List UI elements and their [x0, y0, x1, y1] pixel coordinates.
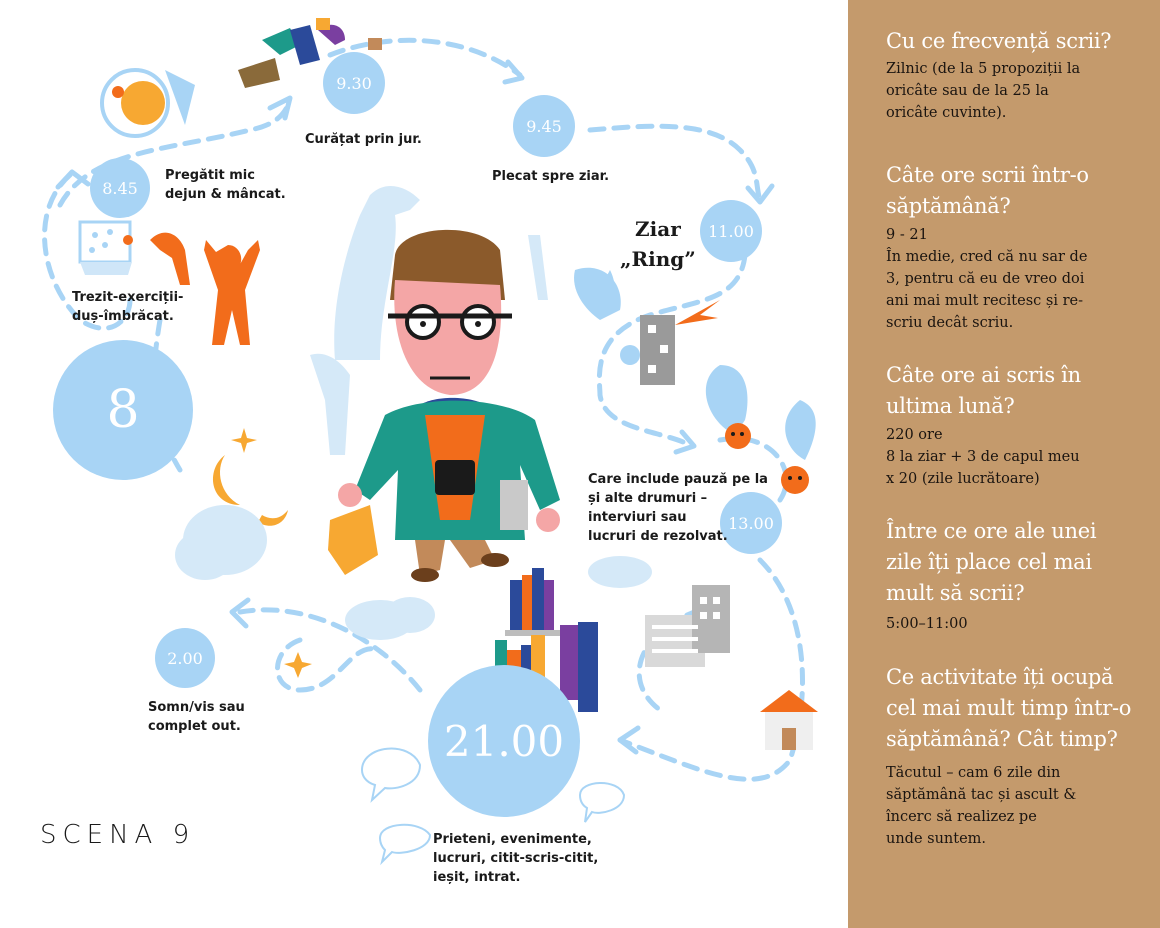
time-circle-8: 8 [53, 340, 193, 480]
time-circle-9-30: 9.30 [323, 52, 385, 114]
question-main-activity: Ce activitate îți ocupă cel mai mult timp într-o săptămână? Cât timp? [886, 665, 1132, 751]
label-evening: Prieteni, evenimente, lucruri, citit-scris-citit, ieșit, intrat. [433, 832, 599, 885]
time-circle-8-45: 8.45 [90, 158, 150, 218]
time-circle-21-00: 21.00 [428, 665, 580, 817]
answer-frequency: Zilnic (de la 5 propoziții la oricâte sau de la 25 la oricâte cuvinte). [886, 61, 1081, 121]
shower-illustration [80, 222, 133, 275]
question-weekly-hours: Câte ore scrii într-o săptămână? [886, 163, 1089, 218]
label-left-for-paper: Plecat spre ziar. [492, 169, 610, 184]
qa-panel [848, 0, 1160, 928]
label-breakfast: Pregătit mic dejun & mâncat. [165, 168, 286, 202]
answer-monthly-hours: 220 ore 8 la ziar + 3 de capul meu x 20 (zile lucrătoare) [886, 427, 1080, 487]
label-workday: Care include pauză pe la și alte drumuri – interviuri sau lucruri de rezolvat. [588, 472, 768, 544]
scena9-logo: SCENA 9 [40, 820, 196, 850]
question-monthly-hours: Câte ore ai scris în ultima lună? [886, 363, 1081, 418]
breakfast-bowl-illustration [102, 70, 195, 136]
answer-preferred-hours: 5:00–11:00 [886, 616, 968, 632]
time-circle-13-00: 13.00 [720, 492, 782, 554]
question-preferred-hours: Între ce ore ale unei zile îți place cel mai mult să scrii? [886, 519, 1097, 605]
answer-main-activity: Tăcutul – cam 6 zile din săptămână tac și ascult & încerc să realizez pe unde suntem. [886, 765, 1077, 847]
newspaper-building-illustration [574, 268, 720, 385]
answer-weekly-hours: 9 - 21 În medie, cred că nu sar de 3, pentru că eu de vreo doi ani mai mult recitesc și re- scriu decât scriu. [886, 227, 1088, 331]
label-wake-up: Trezit-exerciții- duș-îmbrăcat. [72, 290, 184, 324]
label-newspaper: Ziar „Ring” [620, 217, 696, 271]
time-circle-2-00: 2.00 [155, 628, 215, 688]
label-sleep: Somn/vis sau complet out. [148, 700, 245, 734]
question-frequency: Cu ce frecvență scrii? [886, 29, 1112, 53]
time-circle-9-45: 9.45 [513, 95, 575, 157]
label-cleaned: Curățat prin jur. [305, 132, 422, 147]
time-circle-11-00: 11.00 [700, 200, 762, 262]
